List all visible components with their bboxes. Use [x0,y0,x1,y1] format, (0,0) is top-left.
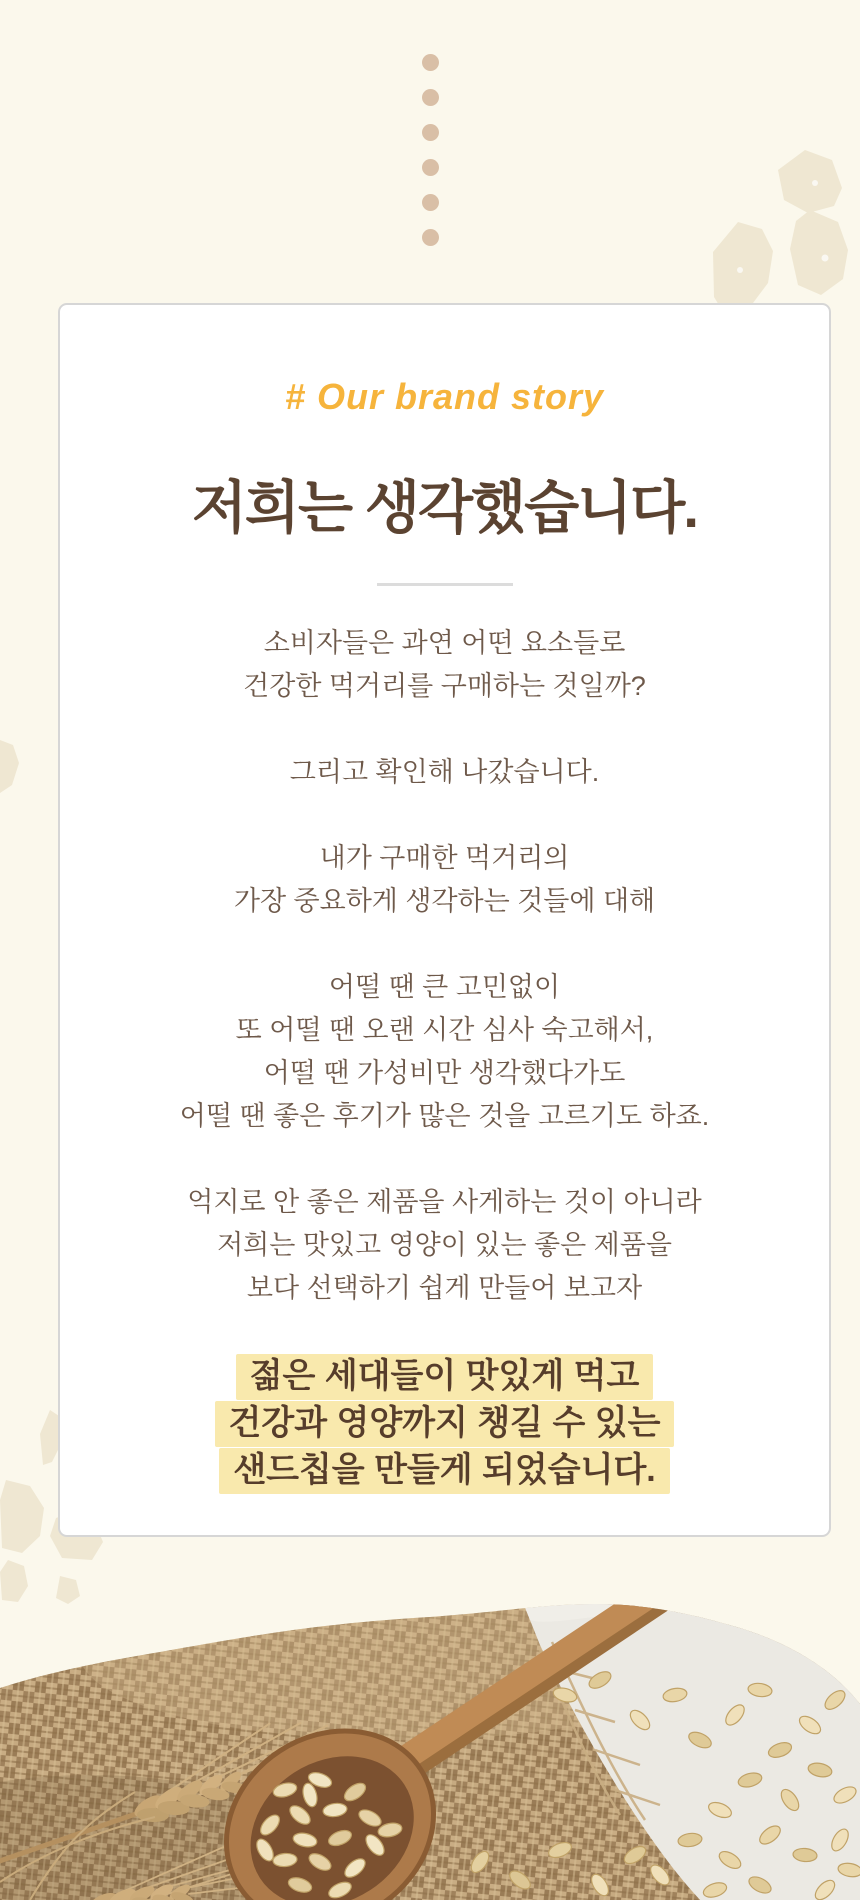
body-line: 저희는 맛있고 영양이 있는 좋은 제품을 [217,1230,672,1260]
highlighted-text: 젊은 세대들이 맛있게 먹고 [236,1354,654,1400]
body-line: 어떨 땐 가성비만 생각했다가도 [263,1058,626,1088]
body-line: 소비자들은 과연 어떤 요소들로 [263,628,626,658]
highlight-line [60,1400,829,1447]
body-line: 가장 중요하게 생각하는 것들에 대해 [233,886,656,916]
decor-blob-left [0,738,24,798]
body-line: 어떨 땐 큰 고민없이 [328,972,561,1002]
brand-story-card [58,303,831,1537]
decor-dots [422,54,439,246]
section-tag: # Our brand story [284,376,605,417]
body-line: 그리고 확인해 나갔습니다. [289,757,600,787]
decor-dot [422,54,439,71]
highlight-line [60,1353,829,1400]
paragraph [60,1181,829,1310]
body-line: 또 어떨 땐 오랜 시간 심사 숙고해서, [235,1015,654,1045]
paragraph [60,751,829,794]
oats-photo [0,1600,860,1900]
paragraph [60,622,829,708]
body-line: 내가 구매한 먹거리의 [319,843,570,873]
section-title: 저희는 생각했습니다. [191,476,698,540]
decor-dot [422,159,439,176]
paragraph [60,837,829,923]
divider [377,583,513,586]
highlight-line [60,1447,829,1494]
highlighted-text: 건강과 영양까지 챙길 수 있는 [215,1401,675,1447]
highlighted-text: 샌드칩을 만들게 되었습니다. [219,1448,669,1494]
brand-story-body [60,622,829,1310]
decor-dot [422,229,439,246]
paragraph [60,966,829,1138]
body-line: 건강한 먹거리를 구매하는 것일까? [243,671,646,701]
decor-dot [422,89,439,106]
body-line: 보다 선택하기 쉽게 만들어 보고자 [246,1273,643,1303]
decor-blobs-top-right [710,148,860,320]
highlight-block [60,1353,829,1494]
body-line: 어떨 땐 좋은 후기가 많은 것을 고르기도 하죠. [179,1101,710,1131]
decor-dot [422,194,439,211]
decor-dot [422,124,439,141]
body-line: 억지로 안 좋은 제품을 사게하는 것이 아니라 [187,1187,702,1217]
